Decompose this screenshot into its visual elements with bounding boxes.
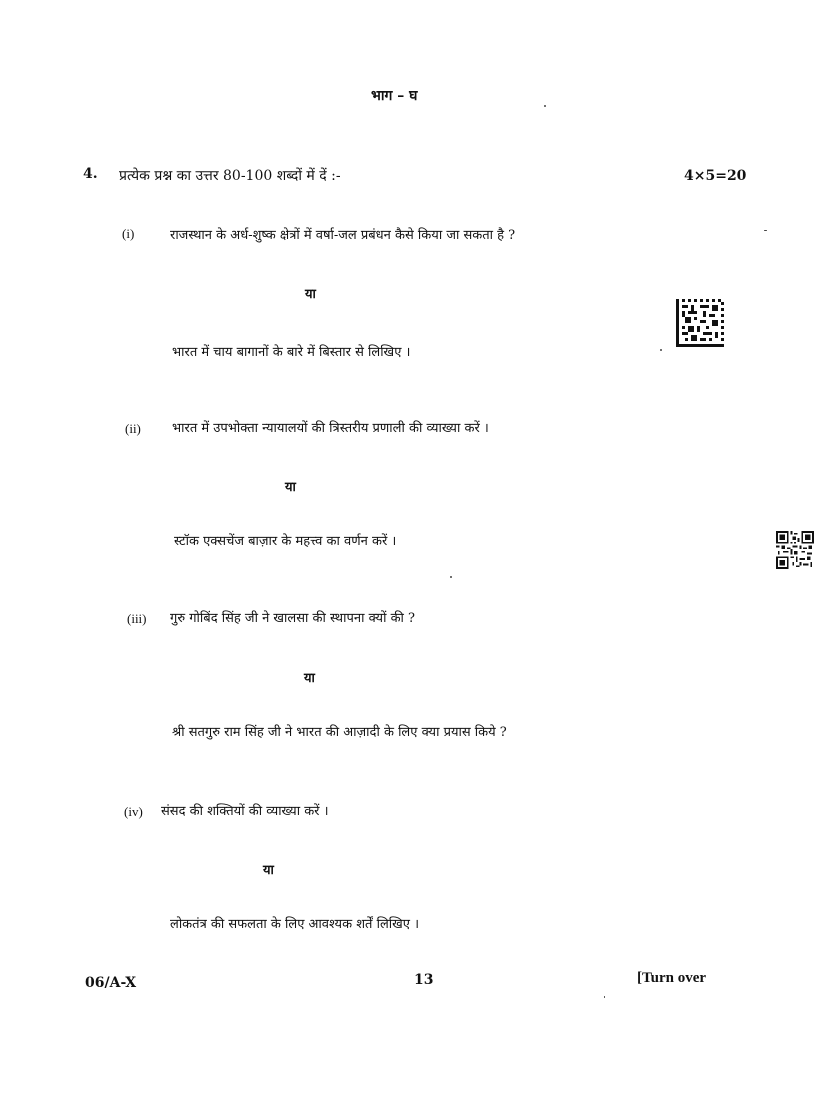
subquestion-text: राजस्थान के अर्ध-शुष्क क्षेत्रों में वर्षा-जल प्रबंधन कैसे किया जा सकता है ? — [170, 228, 516, 243]
or-label: या — [305, 287, 316, 302]
or-label: या — [263, 863, 274, 878]
subquestion-text: भारत में उपभोक्ता न्यायालयों की त्रिस्तरीय प्रणाली की व्याख्या करें । — [172, 421, 489, 436]
or-label: या — [285, 480, 296, 495]
question-instruction: प्रत्येक प्रश्न का उत्तर 80-100 शब्दों में दें :- — [119, 168, 341, 184]
scan-speck — [764, 230, 767, 231]
scan-speck — [544, 105, 546, 107]
alternative-question-text: भारत में चाय बागानों के बारे में बिस्तार से लिखिए । — [172, 345, 411, 360]
subquestion-label: (ii) — [125, 421, 141, 436]
subquestion-text: गुरु गोबिंद सिंह जी ने खालसा की स्थापना क्यों की ? — [170, 611, 416, 626]
section-title: भाग – घ — [371, 88, 418, 104]
page-number: 13 — [414, 972, 434, 988]
paper-code: 06/A-X — [85, 975, 137, 991]
alternative-question-text: स्टॉक एक्सचेंज बाज़ार के महत्त्व का वर्णन करें । — [174, 534, 397, 549]
scan-speck — [604, 996, 605, 998]
subquestion-label: (iv) — [124, 804, 143, 819]
subquestion-label: (iii) — [127, 611, 147, 626]
turn-over-label: [Turn over — [637, 970, 707, 986]
question-number: 4. — [83, 166, 98, 182]
qr-code — [776, 531, 814, 569]
or-label: या — [304, 671, 315, 686]
alternative-question-text: लोकतंत्र की सफलता के लिए आवश्यक शर्तें लिखिए । — [170, 917, 420, 932]
datamatrix-barcode — [676, 299, 724, 347]
scan-speck — [450, 576, 452, 578]
subquestion-text: संसद की शक्तियों की व्याख्या करें । — [161, 804, 329, 819]
subquestion-label: (i) — [122, 226, 135, 241]
alternative-question-text: श्री सतगुरु राम सिंह जी ने भारत की आज़ादी के लिए क्या प्रयास किये ? — [172, 725, 507, 740]
scan-speck — [660, 349, 662, 351]
question-marks: 4×5=20 — [684, 168, 747, 184]
